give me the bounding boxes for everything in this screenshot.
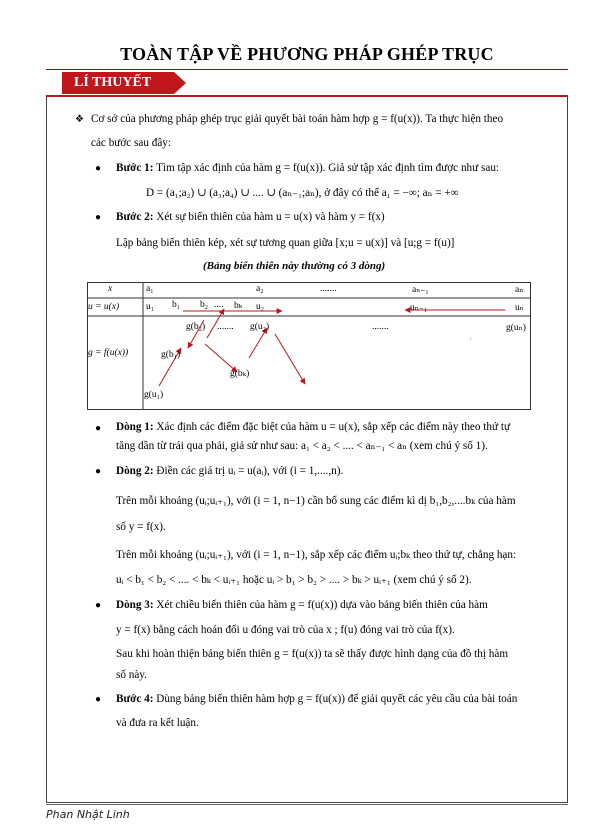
row-g-label: g = f(u(x))	[88, 348, 129, 358]
step4-line-2: và đưa ra kết luận.	[116, 717, 199, 729]
cell-un-1: uₙ₋₁	[410, 303, 428, 313]
diamond-bullet-icon: ❖	[75, 114, 84, 125]
row3-line-4: số này.	[116, 669, 147, 681]
bullet-icon: ●	[95, 600, 102, 611]
cell-un: uₙ	[515, 303, 524, 313]
row-u-label: u = u(x)	[88, 302, 120, 312]
cell-g-bk: g(bₖ)	[230, 369, 250, 379]
cell-g-un: g(uₙ)	[506, 323, 526, 333]
table-caption: (Bảng biến thiên này thường có 3 dòng)	[203, 260, 386, 272]
footer-rule	[46, 804, 568, 805]
title-underline	[46, 69, 568, 70]
cell-g-b1: g(b₁)	[161, 350, 181, 360]
cell-g-dots-2: .......	[372, 322, 389, 332]
cell-bk: bₖ	[234, 301, 243, 311]
cell-g-dots: .......	[217, 322, 234, 332]
row-x-label: x	[108, 284, 113, 294]
row3-label: Dòng 3:	[116, 599, 154, 611]
dot-mark: ·	[469, 334, 472, 344]
row3-line-2: y = f(x) bằng cách hoán đổi u đóng vai trò của x ; f(u) đóng vai trò của f(x).	[116, 624, 455, 636]
cell-g-u1: g(u₁)	[144, 390, 164, 400]
row2-line-2: Trên mỗi khoảng (uᵢ;uᵢ₊₁), với (i = 1, n−1) cần bổ sung các điểm kì dị b₁,b₂,....bₖ của hàm	[116, 495, 516, 507]
row1-label: Dòng 1:	[116, 421, 154, 433]
arrow-up-3	[249, 328, 267, 358]
page-title: TOÀN TẬP VỀ PHƯƠNG PHÁP GHÉP TRỤC	[120, 44, 494, 64]
row2-text: Điền các giá trị uᵢ = u(aᵢ), với (i = 1,....,n).	[156, 465, 344, 477]
cell-a1: a₁	[146, 284, 154, 294]
row1-text: Xác định các điểm đặc biệt của hàm u = u(x), sắp xếp các điểm này theo thứ tự	[156, 421, 511, 433]
row2-label: Dòng 2:	[116, 465, 154, 477]
row3-text: Xét chiều biến thiên của hàm g = f(u(x)) dựa vào bảng biến thiên của hàm	[156, 599, 488, 611]
row2-line-3: số y = f(x).	[116, 521, 166, 533]
step1-formula: D = (a₁;a₂) ∪ (a₃;a₄) ∪ .... ∪ (aₙ₋₁;aₙ), ở đây có thể a₁ = −∞; aₙ = +∞	[146, 187, 459, 199]
row3-line-3: Sau khi hoàn thiện bảng biến thiên g = f(u(x)) ta sẽ thấy được hình dạng của đồ thị hàm	[116, 648, 509, 660]
section-tab: LÍ THUYẾT	[62, 72, 174, 94]
step2-text: Xét sự biến thiên của hàm u = u(x) và hàm y = f(x)	[156, 211, 385, 223]
step1-label: Bước 1:	[116, 162, 154, 174]
cell-a2: a₂	[256, 284, 264, 294]
cell-g-u2: g(u₂)	[250, 322, 270, 332]
cell-u2: u₂	[256, 302, 265, 312]
step1-text: Tìm tập xác định của hàm g = f(u(x)). Giả sử tập xác định tìm được như sau:	[156, 162, 500, 174]
step2-line-2: Lập bảng biến thiên kép, xét sự tương quan giữa [x;u = u(x)] và [u;g = f(u)]	[116, 237, 455, 249]
cell-an: aₙ	[515, 285, 524, 295]
cell-bdots: ....	[214, 300, 224, 310]
row1-line-2: tăng dần từ trái qua phải, giả sử như sau: a₁ < a₂ < .... < aₙ₋₁ < aₙ (xem chú ý số 1).	[116, 440, 488, 452]
arrow-down-2	[275, 334, 305, 384]
cell-u1: u₁	[146, 302, 155, 312]
cell-b2: b₂	[200, 300, 209, 310]
intro-line-2: các bước sau đây:	[91, 137, 172, 149]
cell-an-1: aₙ₋₁	[412, 285, 429, 295]
cell-g-b2: g(b₂)	[186, 322, 206, 332]
row2-line-5: uᵢ < b₁ < b₂ < .... < bₖ < uᵢ₊₁ hoặc uᵢ > b₁ > b₂ > .... > bₖ > uᵢ₊₁ (xem chú ý số 2).	[116, 574, 472, 586]
bullet-icon: ●	[95, 163, 102, 174]
step4-label: Bước 4:	[116, 693, 154, 705]
step4-text: Dùng bảng biến thiên hàm hợp g = f(u(x)) để giải quyết các yêu cầu của bài toán	[156, 693, 518, 705]
intro-line-1: Cơ sở của phương pháp ghép trục giải quyết bài toán hàm hợp g = f(u(x)). Ta thực hiện theo	[91, 113, 504, 125]
bullet-icon: ●	[95, 212, 102, 223]
row2-line-4: Trên mỗi khoảng (uᵢ;uᵢ₊₁), với (i = 1, n−1), sắp xếp các điểm uᵢ;bₖ theo thứ tự, chẳng hạn:	[116, 549, 517, 561]
bullet-icon: ●	[95, 694, 102, 705]
bullet-icon: ●	[95, 466, 102, 477]
step2-label: Bước 2:	[116, 211, 154, 223]
cell-b1: b₁	[172, 300, 181, 310]
cell-dots: .......	[320, 284, 337, 294]
bullet-icon: ●	[95, 423, 102, 434]
footer-author: Phan Nhật Linh	[46, 808, 130, 821]
